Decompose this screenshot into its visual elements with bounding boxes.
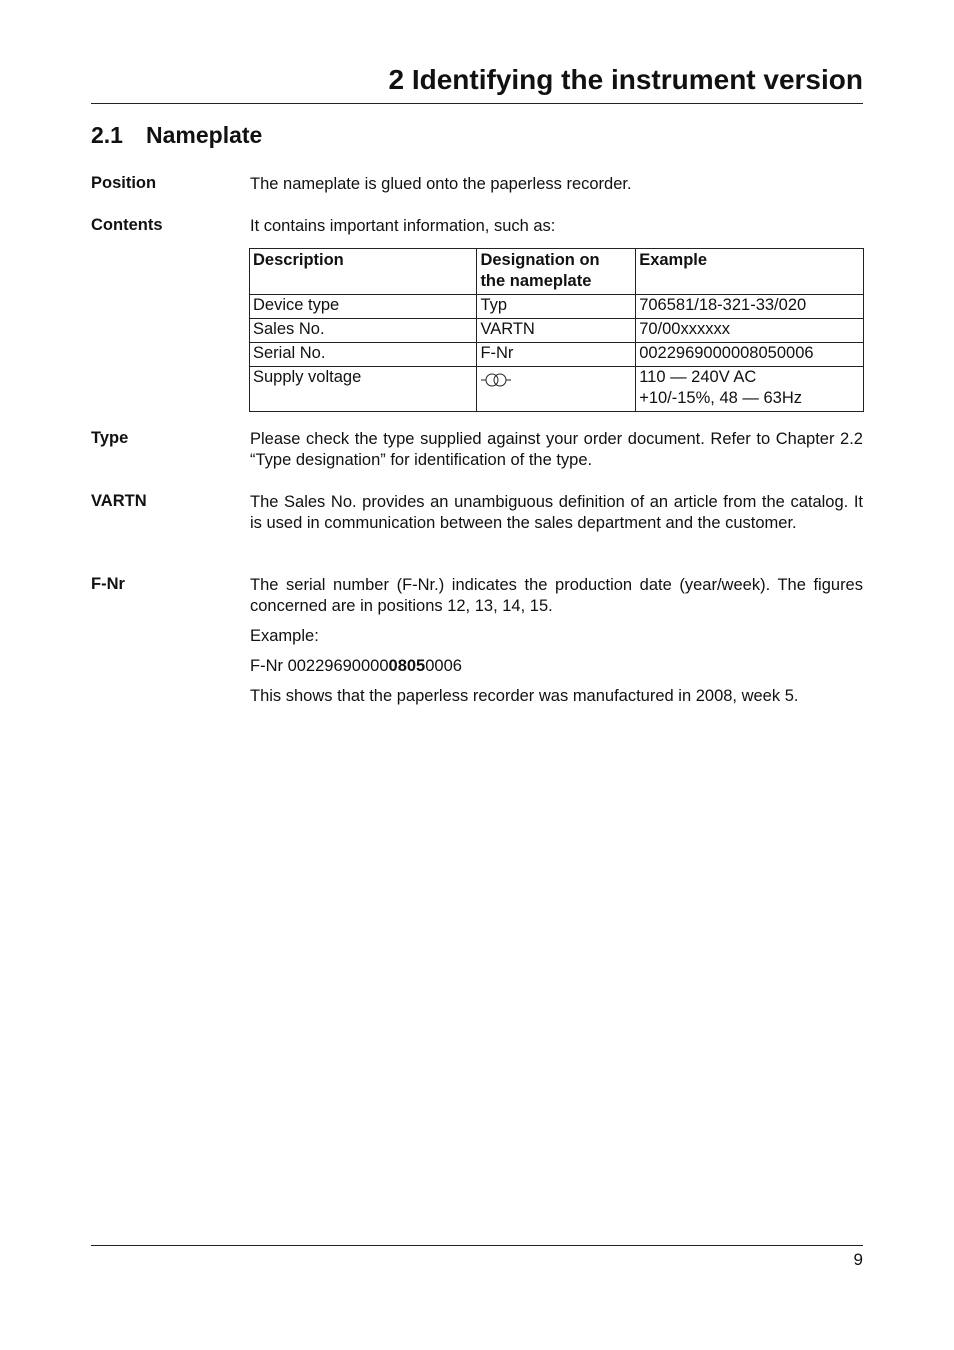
header-divider (91, 103, 863, 104)
table-row (250, 367, 864, 412)
section-number: 2.1 (91, 122, 123, 148)
cell-designation: VARTN (477, 319, 636, 343)
example-line2: +10/-15%, 48 — 63Hz (639, 389, 802, 407)
cell-example: 70/00xxxxxx (636, 319, 864, 343)
type-text: Please check the type supplied against your order document. Refer to Chapter 2.2 “Type designation” for identification of the type. (250, 430, 863, 469)
cell-example: 0022969000008050006 (636, 343, 864, 367)
position-label: Position (91, 174, 157, 192)
designation-header-line1: Designation on (480, 251, 600, 269)
supply-voltage-symbol-icon (480, 370, 514, 390)
fnr-conclusion: This shows that the paperless recorder was manufactured in 2008, week 5. (250, 687, 799, 705)
example-line1: 110 — 240V AC (639, 368, 757, 386)
fnr-example-label: Example: (250, 627, 319, 645)
position-text: The nameplate is glued onto the paperless recorder. (250, 175, 632, 193)
cell-example (636, 367, 864, 412)
table-row (250, 343, 864, 367)
cell-description: Sales No. (250, 319, 477, 343)
cell-designation (477, 367, 636, 412)
vartn-text: The Sales No. provides an unambiguous definition of an article from the catalog. It is used in communication between the sales department and the customer. (250, 493, 863, 532)
fnr-label: F-Nr (91, 575, 125, 593)
cell-description: Supply voltage (250, 367, 477, 412)
footer-divider (91, 1245, 863, 1246)
fnr-text: The serial number (F-Nr.) indicates the production date (year/week). The figures concerned are in positions 12, 13, 14, 15. (250, 576, 863, 615)
section-heading (91, 122, 262, 149)
fnr-example-suffix: 0006 (425, 657, 462, 675)
column-header-designation (477, 249, 636, 295)
vartn-label: VARTN (91, 492, 147, 510)
column-header-example: Example (636, 249, 864, 295)
cell-designation: Typ (477, 295, 636, 319)
table-row (250, 295, 864, 319)
fnr-example-value (250, 656, 863, 677)
nameplate-table (249, 248, 864, 412)
designation-header-line2: the nameplate (480, 272, 592, 290)
contents-text: It contains important information, such as: (250, 217, 556, 235)
column-header-description: Description (250, 249, 477, 295)
section-title: Nameplate (146, 122, 263, 148)
fnr-example-highlight: 0805 (388, 657, 426, 675)
table-row (250, 319, 864, 343)
cell-designation: F-Nr (477, 343, 636, 367)
fnr-example-prefix: F-Nr 00229690000 (250, 657, 389, 675)
cell-description: Serial No. (250, 343, 477, 367)
type-label: Type (91, 429, 129, 447)
page-number: 9 (853, 1250, 863, 1269)
cell-description: Device type (250, 295, 477, 319)
cell-example: 706581/18-321-33/020 (636, 295, 864, 319)
contents-label: Contents (91, 216, 163, 234)
chapter-title: 2 Identifying the instrument version (388, 64, 863, 95)
table-header-row (250, 249, 864, 295)
